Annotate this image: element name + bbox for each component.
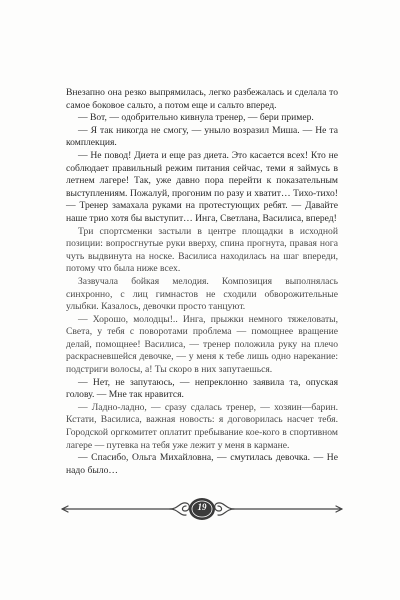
paragraph: Внезапно она резко выпрямилась, легко разбежалась и сделала то самое боковое сальто, а потом еще и сальто вперед.: [66, 87, 338, 111]
paragraph: Зазвучала бойкая мелодия. Композиция выполнялась синхронно, с лиц гимнастов не сходили обворожительные улыбки. Казалось, девочки просто танцуют.: [66, 275, 338, 313]
paragraph: — Я так никогда не смогу, — уныло возразил Миша. — Не та комплекция.: [66, 124, 338, 149]
paragraph: — Хорошо, молодцы!.. Инга, прыжки немного тяжеловаты, Света, у тебя с поворотами проблема — помощнее вращение делай, помощнее! Василиса, — тренер положила руку на плечо раскрасневшейся девочке, — у меня к тебе лишь одно нарекание: подстриги волосы, а! Ты скоро в них запутаешься.: [66, 313, 338, 376]
paragraph: — Ладно-ладно, — сразу сдалась тренер, — хозяин—барин. Кстати, Василиса, важная новость: я договорилась насчет тебя. Городской оргкомитет оплатит пребывание кое-кого в спортивном лагере — путевка на тебя уже лежит у меня в кармане.: [66, 401, 338, 451]
page-number: 19: [197, 502, 207, 512]
paragraph: Три спортсменки застыли в центре площадки в исходной позиции: вопросгнутые руки вверху, спина прогнута, правая нога чуть выдвинута на носке. Василиса находилась на шаг впереди, потому что была ниже всех.: [66, 225, 338, 275]
paragraph: — Спасибо, Ольга Михайловна, — смутилась девочка. — Не надо было…: [66, 452, 338, 476]
body-text: [66, 87, 338, 477]
paragraph: — Вот, — одобрительно кивнула тренер, — бери пример.: [78, 112, 314, 124]
paragraph: — Не повод! Диета и еще раз диета. Это касается всех! Кто не соблюдает правильный режим питания сейчас, теми я займусь в летнем лагере! Так, уже давно пора перейти к показательным выступлениям. Пожалуй, прогоним по разу и хватит… Тихо-тихо! — Тренер замахала руками на протестующих ребят. — Давайте наше трио хотя бы выступит… Инга, Светлана, Василиса, вперед!: [66, 149, 338, 224]
paragraph: — Нет, не запутаюсь, — непреклонно заявила та, опуская голову. — Мне так нравится.: [66, 376, 338, 401]
